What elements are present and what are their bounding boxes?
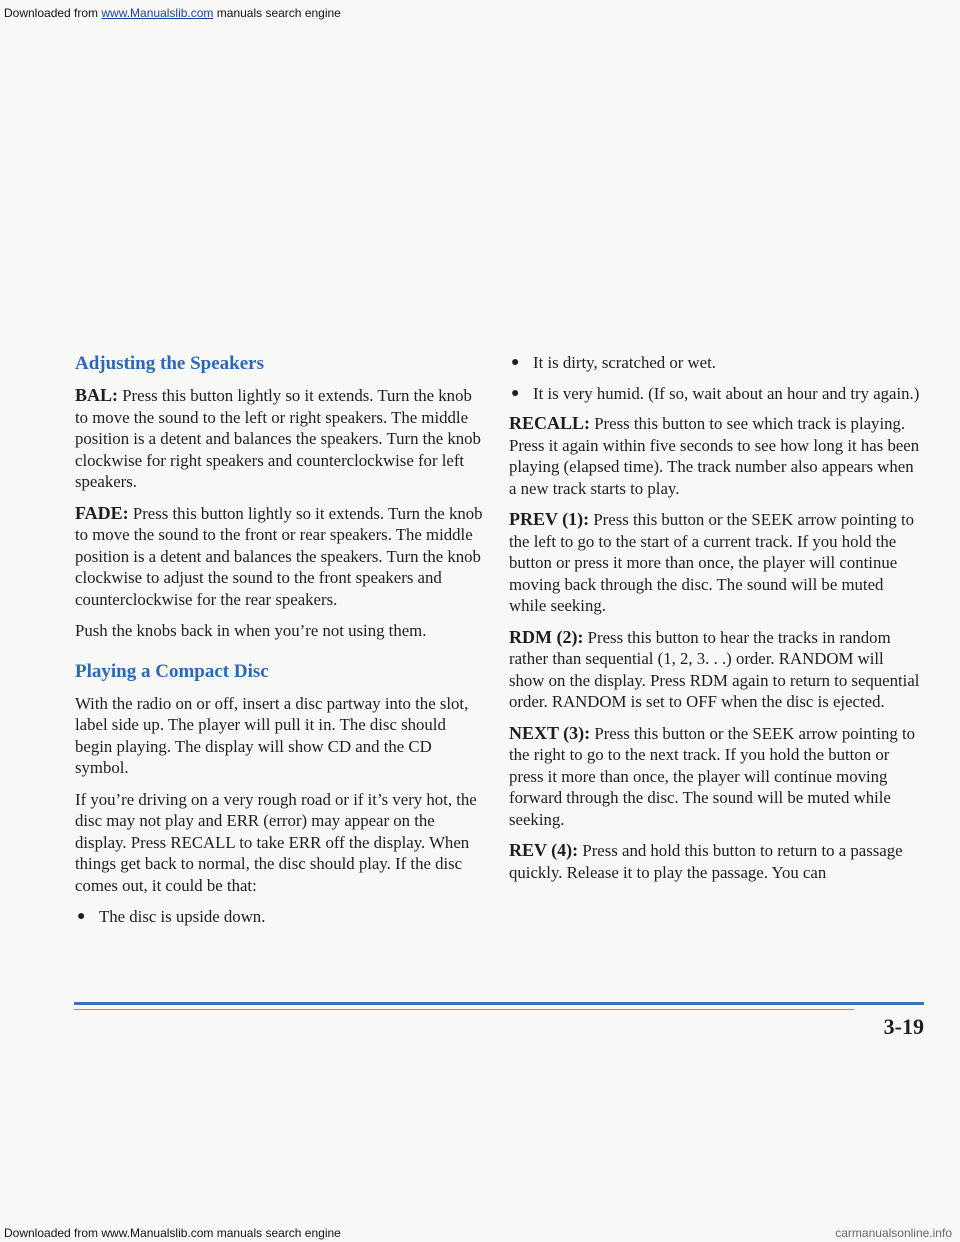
list-item-text: The disc is upside down. xyxy=(99,907,266,926)
fade-paragraph xyxy=(75,503,483,611)
footer-rules xyxy=(74,1002,924,1010)
header-prefix: Downloaded from xyxy=(4,6,102,20)
rev-term: REV (4): xyxy=(509,840,579,860)
right-column xyxy=(509,352,923,893)
bal-paragraph xyxy=(75,385,483,493)
insert-disc-paragraph: With the radio on or off, insert a disc partway into the slot, label side up. The player will pull it in. The disc should begin playing. The display will show CD and the CD symbol. xyxy=(75,693,469,777)
push-paragraph: Push the knobs back in when you’re not using them. xyxy=(75,621,427,640)
bullet-icon: ● xyxy=(511,355,520,370)
rough-road-paragraph: If you’re driving on a very rough road or if it’s very hot, the disc may not play and ERR (error) may appear on the display. Press RECALL to take ERR off the display. When things get back to normal, the disc should play. If the disc comes out, it could be that: xyxy=(75,789,477,895)
rdm-text: Press this button to hear the tracks in random rather than sequential (1, 2, 3. . .) order. RANDOM will show on the display. Press RDM again to return to sequential order. RANDOM is set to OFF when the disc is ejected. xyxy=(509,627,920,711)
footer-rule-thin xyxy=(74,1009,854,1010)
prev-text: Press this button or the SEEK arrow pointing to the left to go to the start of a current track. If you hold the button or press it more than once, the player will continue moving back through the disc. The sound will be muted while seeking. xyxy=(509,510,915,615)
page-number: 3-19 xyxy=(883,1014,924,1039)
prev-term: PREV (1): xyxy=(509,509,590,529)
rev-paragraph xyxy=(509,840,923,883)
download-header xyxy=(0,0,960,26)
next-paragraph xyxy=(509,723,923,831)
list-item xyxy=(509,352,923,374)
rdm-paragraph xyxy=(509,627,923,713)
recall-term: RECALL: xyxy=(509,413,591,433)
footer-rule-thick xyxy=(74,1002,924,1005)
section-heading-compact-disc: Playing a Compact Disc xyxy=(75,660,269,682)
bullet-icon: ● xyxy=(511,385,520,401)
recall-paragraph xyxy=(509,413,923,499)
manualslib-link[interactable]: www.Manualslib.com xyxy=(101,6,214,20)
list-item-text: It is dirty, scratched or wet. xyxy=(533,353,716,372)
next-text: Press this button or the SEEK arrow pointing to the right to go to the next track. If you hold the button or press it more than once, the player will continue moving forward through the disc. The sound will be muted while seeking. xyxy=(509,723,916,829)
fade-text: Press this button lightly so it extends. Turn the knob to move the sound to the front or rear speakers. The middle position is a detent and balances the speakers. Turn the knob clockwise to adjust the sound to the front speakers and counterclockwise for the rear speakers. xyxy=(75,503,483,609)
footer-watermark: carmanualsonline.info xyxy=(835,1226,952,1240)
left-column xyxy=(75,352,483,937)
bal-term: BAL: xyxy=(75,385,119,405)
bullet-icon: ● xyxy=(77,909,86,924)
prev-paragraph xyxy=(509,509,923,617)
list-item xyxy=(75,906,483,928)
fade-term: FADE: xyxy=(75,502,129,523)
list-item xyxy=(509,383,923,405)
bal-text: Press this button lightly so it extends. Turn the knob to move the sound to the left or right speakers. The middle position is a detent and balances the speakers. Turn the knob clockwise for right speakers and counterclockwise for left speakers. xyxy=(75,386,481,491)
header-suffix: manuals search engine xyxy=(213,6,341,20)
list-item-text: It is very humid. (If so, wait about an hour and try again.) xyxy=(533,383,920,403)
section-heading-speakers: Adjusting the Speakers xyxy=(75,353,264,374)
footer-text: Downloaded from www.Manualslib.com manuals search engine xyxy=(4,1226,341,1240)
rev-text: Press and hold this button to return to a passage quickly. Release it to play the passage. You can xyxy=(509,841,903,882)
rdm-term: RDM (2): xyxy=(509,626,584,647)
download-footer xyxy=(0,1224,960,1242)
next-term: NEXT (3): xyxy=(509,722,591,743)
recall-text: Press this button to see which track is playing. Press it again within five seconds to see how long it has been playing (elapsed time). The track number also appears when a new track starts to play. xyxy=(509,414,920,498)
